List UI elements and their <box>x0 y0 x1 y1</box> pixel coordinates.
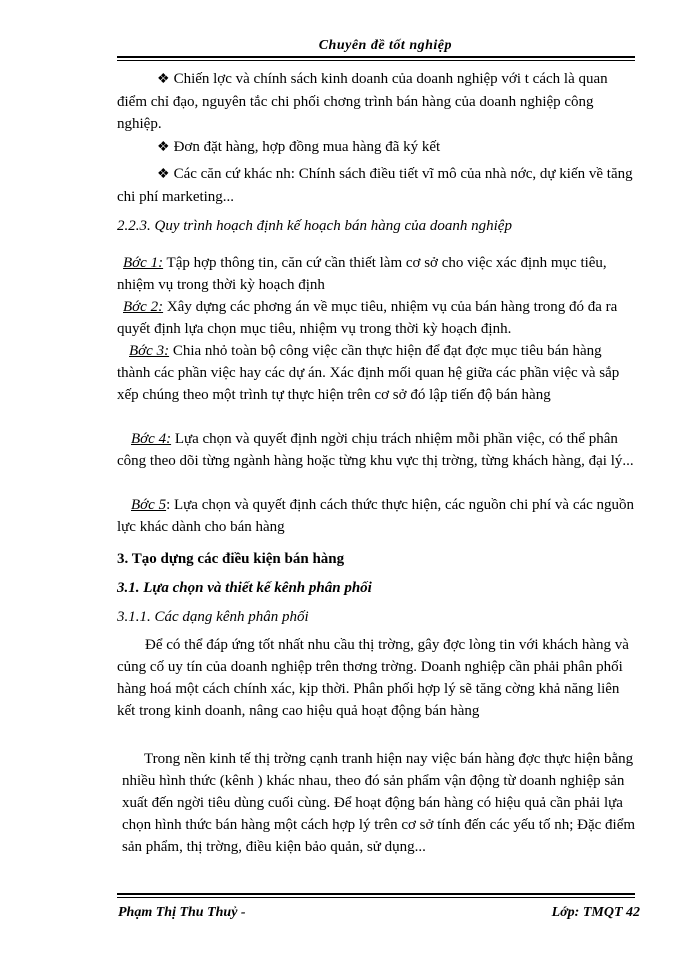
bullet-orders <box>117 136 637 159</box>
step-5 <box>117 494 637 538</box>
header-rule-thin <box>117 60 635 61</box>
header-rule <box>117 56 635 58</box>
step-text: : Lựa chọn và quyết định cách thức thực hiện, các nguồn chi phí và các nguồn lực khác dành cho bán hàng <box>117 497 635 535</box>
section-heading-2-2-3: 2.2.3. Quy trình hoạch định kế hoạch bán hàng của doanh nghiệp <box>117 218 512 234</box>
diamond-bullet-icon: ❖ <box>157 72 170 87</box>
footer-rule-thin <box>117 897 635 898</box>
step-text: Tập hợp thông tin, căn cứ cần thiết làm cơ sở cho việc xác định mục tiêu, nhiệm vụ trong thời kỳ hoạch định <box>117 255 607 293</box>
step-1 <box>117 252 637 296</box>
bullet-strategy <box>117 68 637 135</box>
footer-class: Lớp: TMQT 42 <box>551 905 640 920</box>
step-label: Bớc 2: <box>123 299 164 315</box>
paragraph-distribution: Để có thể đáp ứng tốt nhất nhu cầu thị trờng, gây đợc lòng tin với khách hàng và củng cố uy tín của doanh nghiệp trên thơng trờng. Doanh nghiệp cần phải phân phối hàng hoá một cách chính xác, kịp thời. Phân phối hợp lý sẽ tăng cờng khả năng liên kết trong kinh doanh, nâng cao hiệu quả hoạt động bán hàng <box>117 637 629 719</box>
step-4 <box>117 428 637 472</box>
bullet-text: Đơn đặt hàng, hợp đồng mua hàng đã ký kết <box>173 139 441 155</box>
step-label: Bớc 5 <box>131 497 167 513</box>
bullet-text: Chiến lợc và chính sách kinh doanh của doanh nghiệp với t cách là quan điểm chỉ đạo, nguyên tắc chi phối chơng trình bán hàng của doanh nghiệp công nghiệp. <box>117 71 608 132</box>
diamond-bullet-icon: ❖ <box>157 140 170 155</box>
footer-author: Phạm Thị Thu Thuỷ - <box>118 905 246 920</box>
section-heading-3-1: 3.1. Lựa chọn và thiết kế kênh phân phối <box>117 580 372 596</box>
step-text: Chia nhỏ toàn bộ công việc cần thực hiện để đạt đợc mục tiêu bán hàng thành các phần việc hay các dự án. Xác định mối quan hệ giữa các phần việc và sắp xếp chúng theo một trình tự thực hiện trên cơ sở đó lập tiến độ bán hàng <box>117 343 620 403</box>
step-label: Bớc 4: <box>131 431 172 447</box>
section-heading-3-1-1: 3.1.1. Các dạng kênh phân phối <box>117 609 309 625</box>
header-title: Chuyên đề tốt nghiệp <box>318 38 452 53</box>
step-3 <box>117 340 637 406</box>
bullet-text: Các căn cứ khác nh: Chính sách điều tiết vĩ mô của nhà nớc, dự kiến về tăng chi phí marketing... <box>117 166 633 205</box>
bullet-other <box>117 163 637 208</box>
step-text: Lựa chọn và quyết định ngời chịu trách nhiệm mỗi phần việc, có thể phân công theo dõi từng ngành hàng hoặc từng khu vực thị trờng, từng khách hàng, đại lý... <box>117 431 634 469</box>
step-label: Bớc 1: <box>123 255 164 271</box>
step-label: Bớc 3: <box>129 343 170 359</box>
step-2 <box>117 296 637 340</box>
footer-rule <box>117 893 635 895</box>
diamond-bullet-icon: ❖ <box>157 167 170 182</box>
step-text: Xây dựng các phơng án về mục tiêu, nhiệm vụ của bán hàng trong đó đa ra quyết định lựa chọn mục tiêu, nhiệm vụ trong thời kỳ hoạch định. <box>117 299 618 337</box>
paragraph-market: Trong nền kinh tế thị trờng cạnh tranh hiện nay việc bán hàng đợc thực hiện bằng nhiều hình thức (kênh ) khác nhau, theo đó sản phẩm vận động từ doanh nghiệp sản xuất đến ngời tiêu dùng cuối cùng. Để hoạt động bán hàng có hiệu quả cần phải lựa chọn hình thức bán hàng một cách hợp lý trên cơ sở tính đến các yếu tố nh; Đặc điểm sản phẩm, thị trờng, điều kiện bảo quản, sử dụng... <box>122 751 636 855</box>
section-heading-3: 3. Tạo dựng các điều kiện bán hàng <box>117 551 345 567</box>
